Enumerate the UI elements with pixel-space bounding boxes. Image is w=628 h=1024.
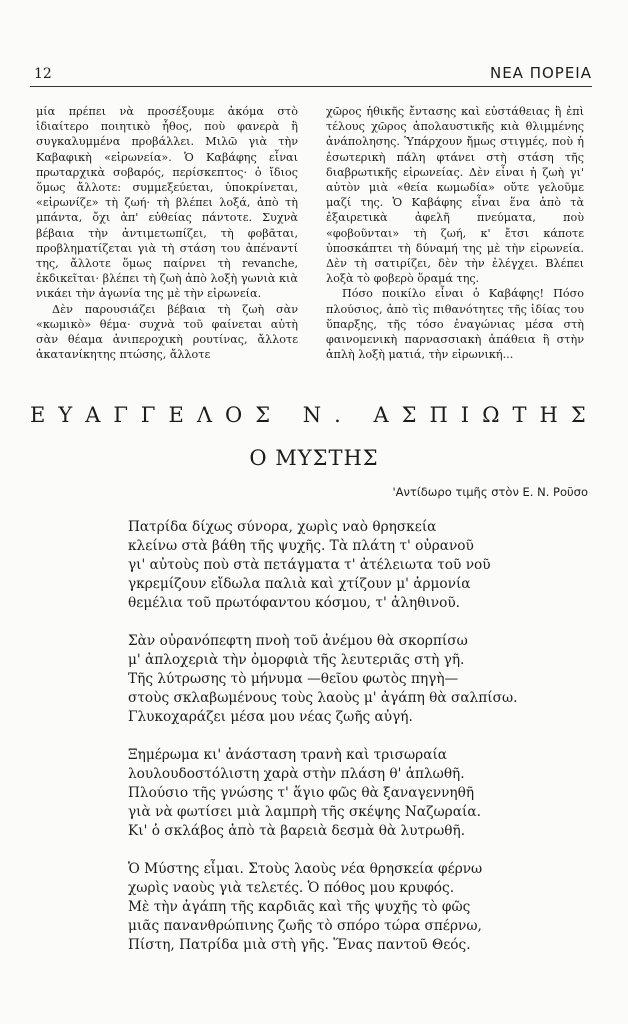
verse-line: θεμέλια τοῦ πρωτόφαντου κόσμου, τ' ἀληθινοῦ. (128, 595, 461, 611)
verse-line: χωρὶς ναοὺς γιὰ τελετές. Ὁ πόθος μου κρυφός. (128, 880, 455, 896)
verse-line: στοὺς σκλαβωμένους τοὺς λαοὺς μ' ἀγάπη θὰ σαλπίσω. (128, 690, 518, 706)
verse-line: Πίστη, Πατρίδα μιὰ στὴ γῆς. Ἕνας παντοῦ Θεός. (128, 937, 471, 953)
verse-line: Γλυκοχαράζει μέσα μου νέας ζωῆς αὐγή. (128, 709, 413, 725)
verse-line: γκρεμίζουν εἴδωλα παλιὰ καὶ χτίζουν μ' ἁρμονία (128, 576, 471, 592)
verse-line: Σὰν οὐρανόπεφτη πνοὴ τοῦ ἀνέμου θὰ σκορπίσω (128, 633, 468, 649)
verse-line: γιὰ νὰ φωτίσει μιὰ λαμπρὴ τῆς σκέψης Ναζωραία. (128, 804, 481, 820)
verse-line: Ὁ Μύστης εἶμαι. Στοὺς λαοὺς νέα θρησκεία φέρνω (128, 861, 483, 877)
journal-title: ΝΕΑ ΠΟΡΕΙΑ (489, 64, 592, 82)
essay-left-column (36, 104, 298, 362)
stanza (128, 518, 598, 613)
essay-right-column (326, 104, 584, 362)
essay-paragraph: χῶρος ἠθικῆς ἔντασης καὶ εὐστάθειας ἢ ἐπὶ τέλους χῶρος ἀπολαυστικῆς κιὰ θλιμμένης ἀνάπολησης. Ὑπάρχουν ἤμως στιγμές, ποὺ ἡ ἐσωτερικὴ πάλη φτάνει στὴ στάση τῆς διαβρωτικῆς εἰρωνείας. Δὲν εἶναι ἡ ζωὴ γι' αὐτὸν μιὰ «θεία κωμωδία» οὔτε γελοῦμε μαζί της. Ὁ Καβάφης εἶναι ἕνα ἀπὸ τὰ ἐξαιρετικὰ ἀφελῆ πνεύματα, ποὺ «φοβοῦνται» τὴ ζωή, κ' ἔτσι κάποτε ὑποσκάπτει τὴ δύναμή της μὲ τὴν εἰρωνεία. Δὲν τὴ σατιρίζει, δὲν τὴν ἐλέγχει. Βλέπει λοξὰ τὸ φοβερὸ ὅραμά της. (326, 105, 584, 286)
verse-line: Ξημέρωμα κι' ἀνάσταση τρανὴ καὶ τρισωραία (128, 747, 448, 763)
verse-line: γι' αὐτοὺς ποὺ στὰ πετάγματα τ' ἀτέλειωτα τοῦ νοῦ (128, 557, 491, 573)
verse-line: μιᾶς πανανθρώπινης ζωῆς τὸ σπόρο τώρα σπέρνω, (128, 918, 482, 934)
essay-paragraph: μία πρέπει νὰ προσέξουμε ἀκόμα στὸ ἰδιαίτερο ποιητικὸ ἦθος, ποὺ φανερὰ ἢ συγκαλυμμένα προβάλλει. Μιλῶ γιὰ τὴν Καβαφικὴ «εἰρωνεία». Ὁ Καβάφης εἶναι πρωταρχικὰ σοβαρός, περίσκεπτος· ὁ ἴδιος ὅμως ἄλλοτε: συμμεξεύεται, ὑποκρίνεται, «εἰρωνίζε» τὴ ζωή· τὴ βλέπει λοξά, ἀπὸ τὴ μπάντα, ὄχι ἀπ' εὐθείας πάντοτε. Συχνὰ βέβαια τὴν ἀντιμετωπίζει, τὴ φοβᾶται, προβληματίζεται γιὰ τὴ στάση του ἀπέναντί της, ἄλλοτε ὅμως παίρνει τὴ revanche, ἐκδικεῖται· βλέπει τὴ ζωὴ ἀπὸ λοξὴ γωνιὰ κιὰ νικάει τὴν ἀγωνία της μὲ τὴν εἰρωνεία. (36, 105, 298, 301)
header-rule (30, 86, 592, 87)
verse-line: μ' ἀπλοχεριὰ τὴν ὀμορφιὰ τῆς λευτεριᾶς στὴ γῆ. (128, 652, 465, 668)
stanza (128, 632, 598, 727)
verse-line: Τῆς λύτρωσης τὸ μήνυμα —θεῖου φωτὸς πηγὴ— (128, 671, 459, 687)
poem-dedication: 'Αντίδωρο τιμῆς στὸν Ε. Ν. Ροῦσο (392, 485, 588, 499)
verse-line: κλείνω στὰ βάθη τῆς ψυχῆς. Τὰ πλάτη τ' οὐρανοῦ (128, 538, 474, 554)
poem-title: Ο ΜΥΣΤΗΣ (249, 446, 379, 470)
essay-paragraph: Πόσο ποικίλο εἶναι ὁ Καβάφης! Πόσο πλούσιος, ἀπὸ τὶς πιθανότητες τῆς ἰδίας του ὕπαρξης, τῆς τόσο ἐναγώνιας μέσα στὴ φαινομενικὴ παρνασσιακὴ ἀπάθεια ἢ στὴν ἁπλὴ λοξὴ ματιά, τὴν εἰρωνική... (326, 287, 584, 362)
page-number: 12 (34, 66, 52, 82)
verse-line: λουλουδοστόλιστη χαρὰ στὴν πλάση θ' ἁπλωθῆ. (128, 766, 465, 782)
verse-line: Πλούσιο τῆς γνώσης τ' ἅγιο φῶς θὰ ξαναγεννηθῆ (128, 785, 475, 801)
poem-author: ΕΥΑΓΓΕΛΟΣ Ν. ΑΣΠΙΩΤΗΣ (30, 403, 599, 427)
verse-line: Μὲ τὴν ἀγάπη τῆς καρδιᾶς καὶ τῆς ψυχῆς τὸ φῶς (128, 899, 471, 915)
poem-body (128, 518, 598, 955)
stanza (128, 746, 598, 841)
verse-line: Πατρίδα δίχως σύνορα, χωρὶς ναὸ θρησκεία (128, 519, 437, 535)
verse-line: Κι' ὁ σκλάβος ἀπὸ τὰ βαρειὰ δεσμὰ θὰ λυτρωθῆ. (128, 823, 466, 839)
essay-paragraph: Δὲν παρουσιάζει βέβαια τὴ ζωὴ σὰν «κωμικὸ» θέμα· συχνὰ τοῦ φαίνεται αὐτὴ σὰν θέαμα ἀνιπεροχικὴ ρουτίνας, ἄλλοτε ἀκατανίκητης πτώσης, ἄλλοτε (36, 302, 298, 362)
stanza (128, 860, 598, 955)
